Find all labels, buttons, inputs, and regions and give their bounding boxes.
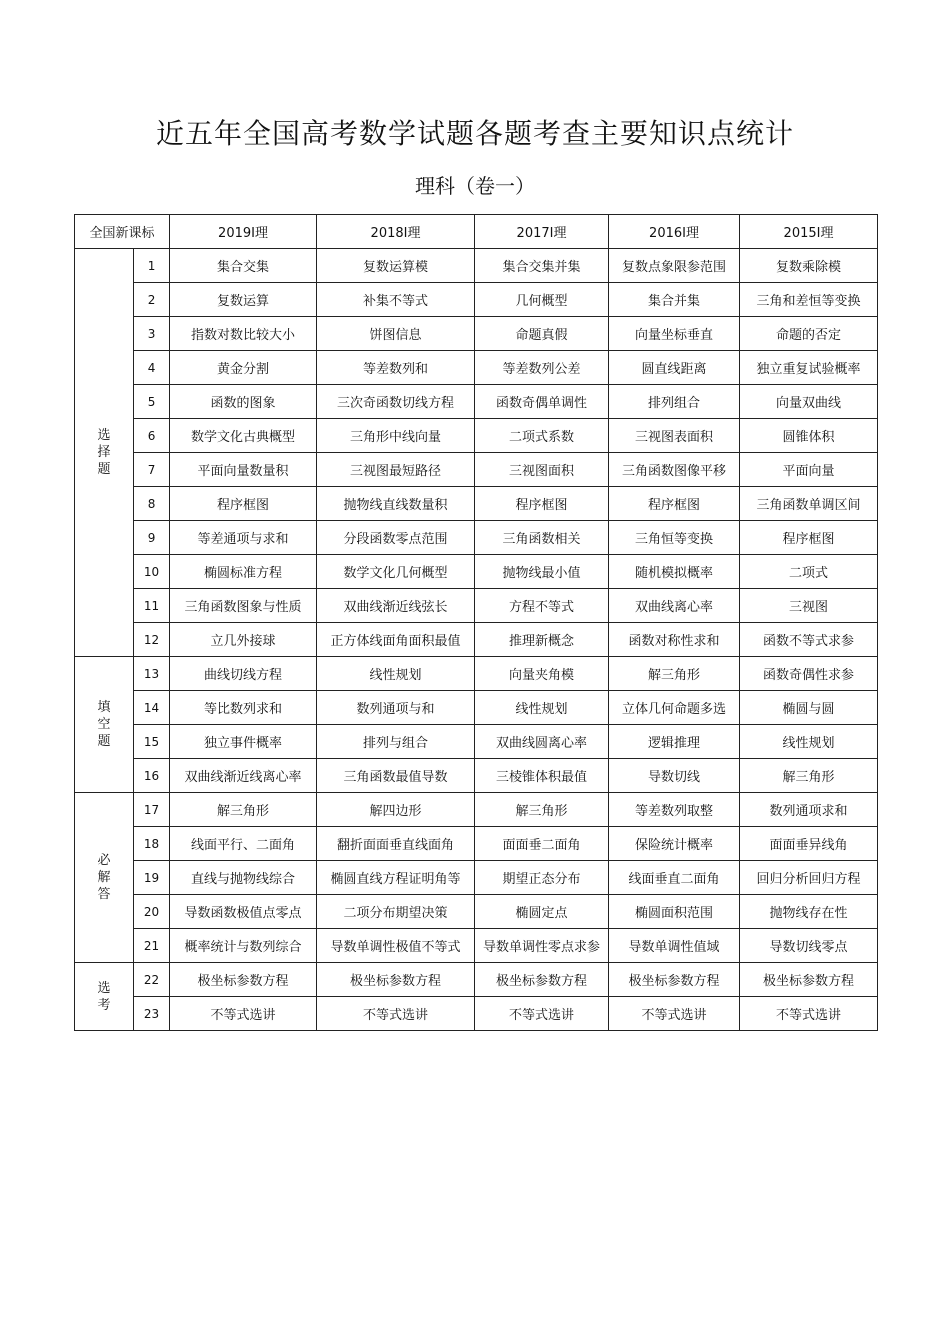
table-row	[75, 963, 878, 997]
knowledge-point-cell: 数列通项与和	[317, 691, 475, 725]
knowledge-point-cell: 导数单调性极值不等式	[317, 929, 475, 963]
knowledge-point-cell: 向量双曲线	[740, 385, 878, 419]
knowledge-point-cell: 三次奇函数切线方程	[317, 385, 475, 419]
table-row	[75, 929, 878, 963]
knowledge-point-cell: 程序框图	[475, 487, 609, 521]
knowledge-point-cell: 解四边形	[317, 793, 475, 827]
knowledge-point-cell: 补集不等式	[317, 283, 475, 317]
knowledge-point-cell: 抛物线最小值	[475, 555, 609, 589]
table-row	[75, 487, 878, 521]
knowledge-point-cell: 期望正态分布	[475, 861, 609, 895]
table-row	[75, 725, 878, 759]
section-label-char: 填	[97, 700, 111, 715]
table-row	[75, 419, 878, 453]
knowledge-point-cell: 导数单调性值域	[609, 929, 740, 963]
knowledge-point-cell: 圆锥体积	[740, 419, 878, 453]
knowledge-point-table	[74, 214, 878, 1031]
section-label-char: 答	[97, 887, 111, 902]
knowledge-point-cell: 三角函数图像平移	[609, 453, 740, 487]
knowledge-point-cell: 三角和差恒等变换	[740, 283, 878, 317]
knowledge-point-cell: 二项式	[740, 555, 878, 589]
table-row	[75, 521, 878, 555]
knowledge-point-cell: 等差数列和	[317, 351, 475, 385]
section-label	[75, 963, 134, 1031]
knowledge-point-cell: 椭圆面积范围	[609, 895, 740, 929]
section-label	[75, 249, 134, 657]
question-number: 5	[134, 385, 170, 419]
knowledge-point-cell: 椭圆与圆	[740, 691, 878, 725]
knowledge-point-cell: 随机模拟概率	[609, 555, 740, 589]
knowledge-point-cell: 三视图	[740, 589, 878, 623]
knowledge-point-cell: 立几外接球	[170, 623, 317, 657]
knowledge-point-cell: 逻辑推理	[609, 725, 740, 759]
year-header: 2016Ⅰ理	[609, 215, 740, 249]
knowledge-point-cell: 排列组合	[609, 385, 740, 419]
year-header: 2018Ⅰ理	[317, 215, 475, 249]
knowledge-point-cell: 复数运算	[170, 283, 317, 317]
knowledge-point-cell: 双曲线渐近线弦长	[317, 589, 475, 623]
knowledge-point-cell: 等差数列公差	[475, 351, 609, 385]
knowledge-point-cell: 概率统计与数列综合	[170, 929, 317, 963]
knowledge-point-cell: 抛物线存在性	[740, 895, 878, 929]
knowledge-point-cell: 三视图表面积	[609, 419, 740, 453]
knowledge-point-cell: 面面垂二面角	[475, 827, 609, 861]
knowledge-point-cell: 黄金分割	[170, 351, 317, 385]
knowledge-point-cell: 极坐标参数方程	[475, 963, 609, 997]
knowledge-point-cell: 程序框图	[170, 487, 317, 521]
table-row	[75, 555, 878, 589]
question-number: 21	[134, 929, 170, 963]
knowledge-point-cell: 平面向量数量积	[170, 453, 317, 487]
section-label-char: 择	[97, 445, 111, 460]
knowledge-point-cell: 函数奇偶单调性	[475, 385, 609, 419]
table-row	[75, 589, 878, 623]
table-row	[75, 759, 878, 793]
page-subtitle: 理科（卷一）	[415, 174, 535, 198]
table-row	[75, 895, 878, 929]
knowledge-point-cell: 排列与组合	[317, 725, 475, 759]
knowledge-point-cell: 椭圆直线方程证明角等	[317, 861, 475, 895]
knowledge-point-cell: 不等式选讲	[609, 997, 740, 1031]
year-header: 2017Ⅰ理	[475, 215, 609, 249]
knowledge-point-cell: 三角形中线向量	[317, 419, 475, 453]
knowledge-point-cell: 三角函数图象与性质	[170, 589, 317, 623]
knowledge-point-cell: 命题的否定	[740, 317, 878, 351]
knowledge-point-cell: 饼图信息	[317, 317, 475, 351]
knowledge-point-cell: 数列通项求和	[740, 793, 878, 827]
table-row	[75, 623, 878, 657]
knowledge-point-cell: 数学文化几何概型	[317, 555, 475, 589]
knowledge-point-cell: 复数运算模	[317, 249, 475, 283]
question-number: 13	[134, 657, 170, 691]
knowledge-point-cell: 正方体线面角面积最值	[317, 623, 475, 657]
knowledge-point-cell: 指数对数比较大小	[170, 317, 317, 351]
knowledge-point-cell: 几何概型	[475, 283, 609, 317]
knowledge-point-cell: 线面垂直二面角	[609, 861, 740, 895]
table-row	[75, 385, 878, 419]
table-row	[75, 793, 878, 827]
question-number: 14	[134, 691, 170, 725]
question-number: 4	[134, 351, 170, 385]
knowledge-point-cell: 椭圆定点	[475, 895, 609, 929]
table-row	[75, 691, 878, 725]
question-number: 2	[134, 283, 170, 317]
table-row	[75, 657, 878, 691]
knowledge-point-cell: 三棱锥体积最值	[475, 759, 609, 793]
section-label-char: 解	[97, 870, 111, 885]
knowledge-point-cell: 等差数列取整	[609, 793, 740, 827]
knowledge-point-cell: 面面垂异线角	[740, 827, 878, 861]
table-row	[75, 317, 878, 351]
knowledge-point-cell: 向量夹角模	[475, 657, 609, 691]
knowledge-point-cell: 三视图最短路径	[317, 453, 475, 487]
year-header: 2015Ⅰ理	[740, 215, 878, 249]
question-number: 15	[134, 725, 170, 759]
question-number: 9	[134, 521, 170, 555]
knowledge-point-cell: 导数单调性零点求参	[475, 929, 609, 963]
knowledge-point-cell: 函数对称性求和	[609, 623, 740, 657]
knowledge-point-cell: 双曲线离心率	[609, 589, 740, 623]
section-label-char: 选	[97, 980, 111, 996]
knowledge-point-cell: 命题真假	[475, 317, 609, 351]
question-number: 18	[134, 827, 170, 861]
knowledge-point-cell: 三角函数单调区间	[740, 487, 878, 521]
knowledge-point-cell: 方程不等式	[475, 589, 609, 623]
knowledge-point-cell: 导数切线	[609, 759, 740, 793]
question-number: 17	[134, 793, 170, 827]
knowledge-point-cell: 不等式选讲	[740, 997, 878, 1031]
knowledge-point-cell: 函数的图象	[170, 385, 317, 419]
knowledge-point-cell: 独立重复试验概率	[740, 351, 878, 385]
question-number: 3	[134, 317, 170, 351]
knowledge-point-cell: 不等式选讲	[475, 997, 609, 1031]
knowledge-point-cell: 线性规划	[740, 725, 878, 759]
section-label	[75, 657, 134, 793]
knowledge-point-cell: 程序框图	[740, 521, 878, 555]
section-label-char: 必	[97, 853, 111, 868]
question-number: 12	[134, 623, 170, 657]
knowledge-point-cell: 等差通项与求和	[170, 521, 317, 555]
table-row	[75, 827, 878, 861]
knowledge-point-cell: 线性规划	[317, 657, 475, 691]
knowledge-point-cell: 函数不等式求参	[740, 623, 878, 657]
knowledge-point-cell: 三角函数最值导数	[317, 759, 475, 793]
knowledge-point-cell: 保险统计概率	[609, 827, 740, 861]
knowledge-point-cell: 双曲线渐近线离心率	[170, 759, 317, 793]
knowledge-point-cell: 函数奇偶性求参	[740, 657, 878, 691]
knowledge-point-cell: 不等式选讲	[317, 997, 475, 1031]
knowledge-point-cell: 解三角形	[170, 793, 317, 827]
page-title: 近五年全国高考数学试题各题考查主要知识点统计	[155, 117, 794, 150]
question-number: 6	[134, 419, 170, 453]
knowledge-point-cell: 复数点象限参范围	[609, 249, 740, 283]
table-row	[75, 351, 878, 385]
knowledge-point-cell: 回归分析回归方程	[740, 861, 878, 895]
table-row	[75, 249, 878, 283]
knowledge-point-cell: 平面向量	[740, 453, 878, 487]
question-number: 11	[134, 589, 170, 623]
knowledge-point-cell: 极坐标参数方程	[317, 963, 475, 997]
year-header: 2019Ⅰ理	[170, 215, 317, 249]
section-label	[75, 793, 134, 963]
question-number: 8	[134, 487, 170, 521]
question-number: 16	[134, 759, 170, 793]
knowledge-point-cell: 推理新概念	[475, 623, 609, 657]
knowledge-point-cell: 程序框图	[609, 487, 740, 521]
knowledge-point-cell: 分段函数零点范围	[317, 521, 475, 555]
knowledge-point-cell: 圆直线距离	[609, 351, 740, 385]
knowledge-point-cell: 立体几何命题多选	[609, 691, 740, 725]
knowledge-point-cell: 三角恒等变换	[609, 521, 740, 555]
question-number: 23	[134, 997, 170, 1031]
knowledge-point-cell: 导数切线零点	[740, 929, 878, 963]
knowledge-point-cell: 二项分布期望决策	[317, 895, 475, 929]
knowledge-point-cell: 线面平行、二面角	[170, 827, 317, 861]
knowledge-point-cell: 线性规划	[475, 691, 609, 725]
table-row	[75, 453, 878, 487]
knowledge-point-cell: 复数乘除模	[740, 249, 878, 283]
table-row	[75, 997, 878, 1031]
knowledge-point-cell: 三角函数相关	[475, 521, 609, 555]
question-number: 10	[134, 555, 170, 589]
question-number: 20	[134, 895, 170, 929]
knowledge-point-cell: 独立事件概率	[170, 725, 317, 759]
knowledge-point-cell: 解三角形	[609, 657, 740, 691]
question-number: 7	[134, 453, 170, 487]
table-row	[75, 861, 878, 895]
knowledge-point-cell: 集合交集并集	[475, 249, 609, 283]
knowledge-point-cell: 解三角形	[475, 793, 609, 827]
knowledge-point-cell: 三视图面积	[475, 453, 609, 487]
knowledge-point-cell: 解三角形	[740, 759, 878, 793]
knowledge-point-cell: 直线与抛物线综合	[170, 861, 317, 895]
knowledge-point-cell: 导数函数极值点零点	[170, 895, 317, 929]
knowledge-point-cell: 翻折面面垂直线面角	[317, 827, 475, 861]
section-label-char: 题	[97, 734, 111, 749]
knowledge-point-cell: 集合交集	[170, 249, 317, 283]
knowledge-point-cell: 曲线切线方程	[170, 657, 317, 691]
knowledge-point-cell: 抛物线直线数量积	[317, 487, 475, 521]
question-number: 1	[134, 249, 170, 283]
question-number: 19	[134, 861, 170, 895]
section-label-char: 考	[97, 997, 111, 1013]
section-label-char: 选	[97, 428, 111, 443]
corner-header: 全国新课标	[75, 215, 170, 249]
knowledge-point-cell: 双曲线圆离心率	[475, 725, 609, 759]
knowledge-point-cell: 不等式选讲	[170, 997, 317, 1031]
knowledge-point-cell: 椭圆标准方程	[170, 555, 317, 589]
knowledge-point-cell: 极坐标参数方程	[170, 963, 317, 997]
table-row	[75, 283, 878, 317]
knowledge-point-cell: 数学文化古典概型	[170, 419, 317, 453]
header-row	[75, 215, 878, 249]
question-number: 22	[134, 963, 170, 997]
knowledge-point-cell: 集合并集	[609, 283, 740, 317]
knowledge-point-cell: 等比数列求和	[170, 691, 317, 725]
knowledge-point-cell: 极坐标参数方程	[609, 963, 740, 997]
section-label-char: 空	[97, 717, 111, 732]
knowledge-point-cell: 极坐标参数方程	[740, 963, 878, 997]
section-label-char: 题	[97, 462, 111, 477]
knowledge-point-cell: 向量坐标垂直	[609, 317, 740, 351]
knowledge-point-cell: 二项式系数	[475, 419, 609, 453]
